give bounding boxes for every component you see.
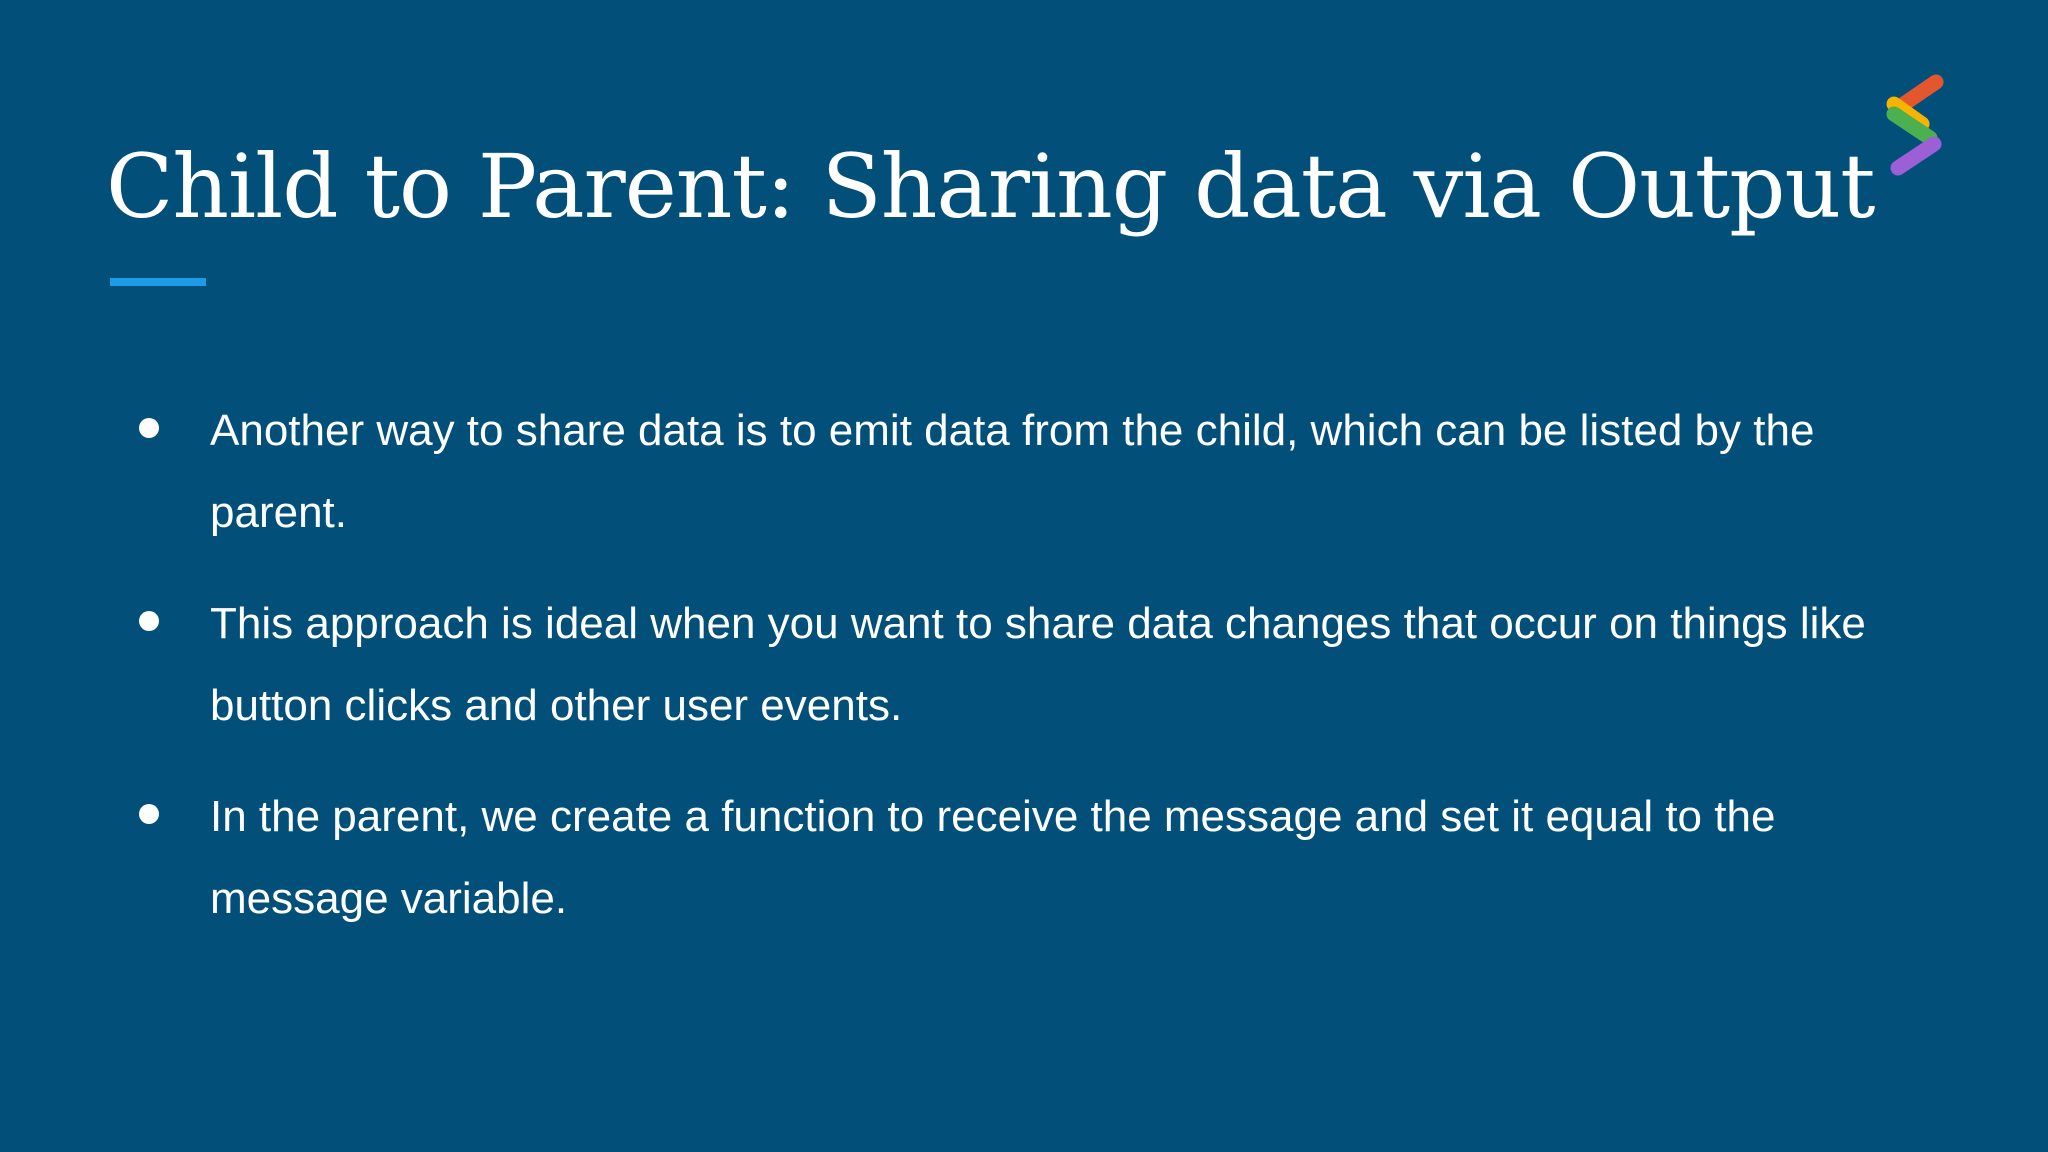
bullet-dot [139, 611, 159, 631]
bullet-item [0, 390, 2048, 554]
s-stripes-logo-icon [1880, 68, 1952, 180]
bullet-text: In the parent, we create a function to receive the message and set it equal to the message variable. [210, 792, 1776, 923]
bullet-item [0, 583, 2048, 747]
bullet-text: This approach is ideal when you want to share data changes that occur on things like button clicks and other user events. [210, 599, 1866, 730]
bullet-dot [139, 418, 159, 438]
bullet-item [0, 776, 2048, 940]
bullet-text: Another way to share data is to emit data from the child, which can be listed by the parent. [210, 406, 1815, 537]
title-accent-rule [110, 278, 206, 286]
slide-title: Child to Parent: Sharing data via Output [106, 135, 1875, 238]
bullet-list [0, 390, 2048, 969]
bullet-dot [139, 804, 159, 824]
